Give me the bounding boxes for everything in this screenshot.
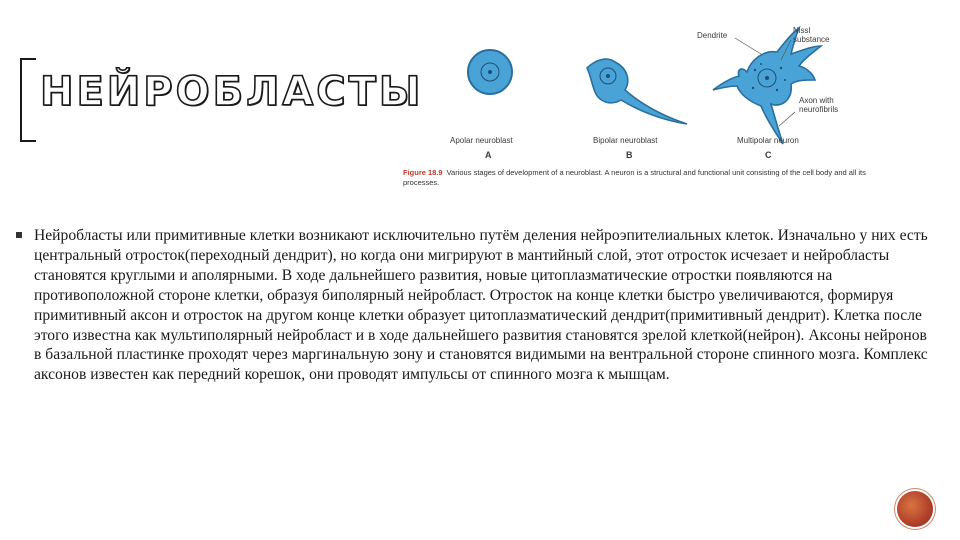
- figure-caption-text: Various stages of development of a neuroblast. A neuron is a structural and functional unit consisting of the cell body and all its processes.: [403, 168, 866, 187]
- cell-b-letter: B: [626, 150, 633, 160]
- dendrite-label: Dendrite: [697, 31, 728, 40]
- slide-body: [16, 226, 928, 385]
- nissl-label: Nissl substance: [793, 26, 830, 44]
- slide-title: НЕЙРОБЛАСТЫ: [40, 69, 424, 115]
- figure-caption: [403, 168, 891, 188]
- neuroblast-figure: [395, 20, 895, 200]
- page-badge-icon: [897, 491, 933, 527]
- figure-number: Figure 18.9: [403, 168, 443, 177]
- cell-c-name: Multipolar neuron: [737, 136, 799, 145]
- axon-label: Axon with neurofibrils: [799, 96, 839, 114]
- cell-b-name: Bipolar neuroblast: [593, 136, 658, 145]
- cell-a-letter: A: [485, 150, 492, 160]
- body-paragraph: Нейробласты или примитивные клетки возникают исключительно путём деления нейроэпителиальных клеток. Изначально у них есть центральный отросток(переходный дендрит), но когда они мигрируют в мантийный слой, этот отросток исчезает и нейробласты становятся круглыми и аполярными. В ходе дальнейшего развития, новые цитоплазматические отростки появляются на противоположной стороне клетки, образуя биполярный нейробласт. Отросток на конце клетки быстро увеличиваются, формируя примитивный аксон и отросток на другом конце клетки образует цитоплазматический дендрит(примитивный дендрит). Клетка после этого известна как мультиполярный нейробласт и в ходе дальнейшего развития становятся зрелой клеткой(нейрон). Аксоны нейронов в базальной пластинке проходят через маргинальную зону и становятся видимыми на вентральной стороне спинного мозга. Комплекс аксонов известен как передний корешок, они проводят импульсы от спинного мозга к мышцам.: [34, 227, 928, 384]
- bipolar-neuroblast-cell: [587, 59, 687, 124]
- multipolar-neuron-cell: [713, 28, 821, 144]
- cell-c-letter: C: [765, 150, 772, 160]
- cell-a-name: Apolar neuroblast: [450, 136, 513, 145]
- apolar-neuroblast-cell: [468, 50, 512, 94]
